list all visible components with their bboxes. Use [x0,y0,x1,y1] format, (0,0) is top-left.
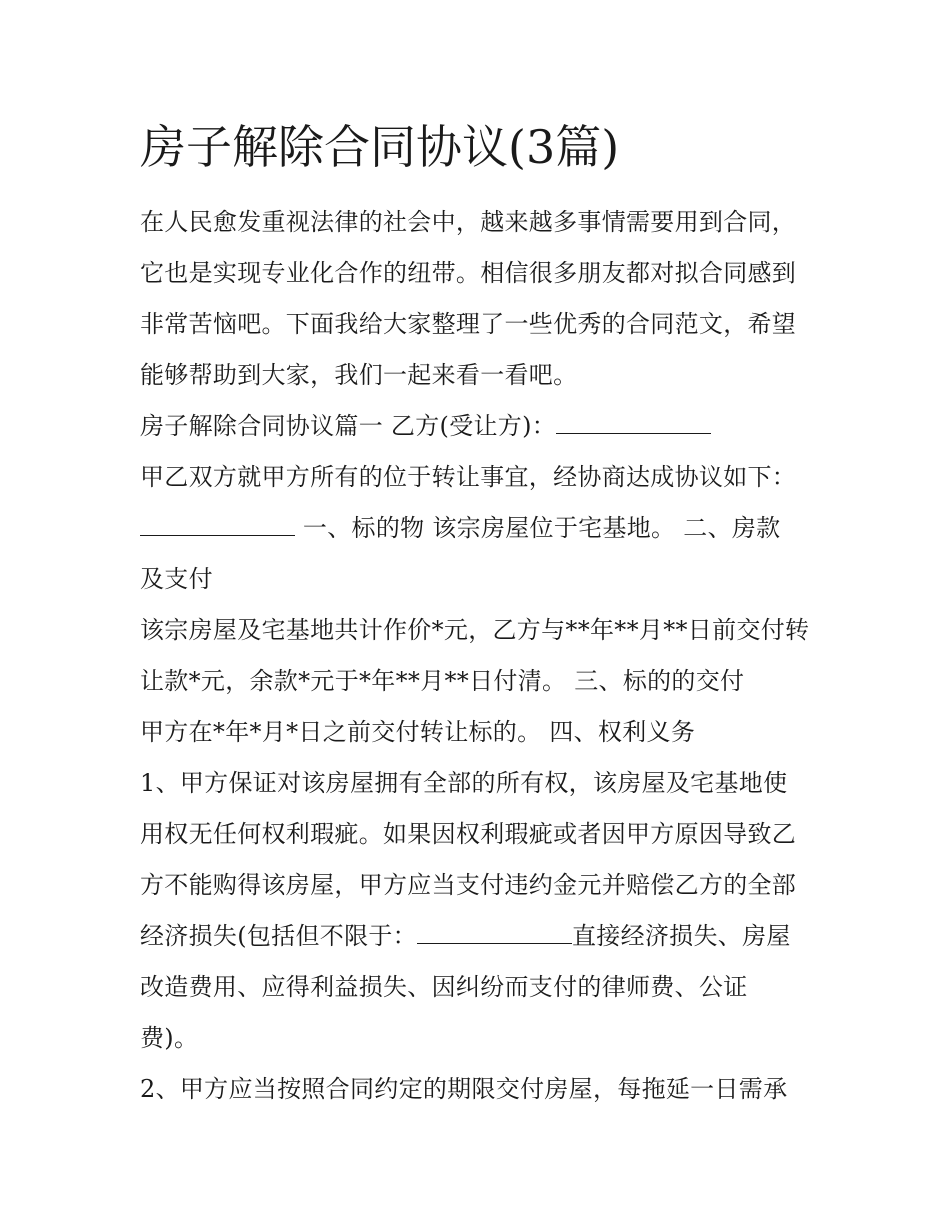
paragraph-line: 能够帮助到大家，我们一起来看一看吧。 [140,361,578,389]
paragraph-line [140,918,791,954]
paragraph-line: 非常苦恼吧。下面我给大家整理了一些优秀的合同范文，希望 [140,310,797,338]
fill-in-blank [417,921,572,944]
document-title: 房子解除合同协议(3篇) [140,120,620,174]
line-text: 直接经济损失、房屋 [571,922,791,950]
paragraph-line [140,408,711,444]
paragraph-line: 它也是实现专业化合作的纽带。相信很多朋友都对拟合同感到 [140,259,797,287]
paragraph-line: 用权无任何权利瑕疵。如果因权利瑕疵或者因甲方原因导致乙 [140,820,797,848]
paragraph-line: 2、甲方应当按照合同约定的期限交付房屋，每拖延一日需承 [140,1075,788,1103]
paragraph-line: 让款*元，余款*元于*年**月**日付清。 三、标的的交付 [140,667,745,695]
paragraph-line: 1、甲方保证对该房屋拥有全部的所有权，该房屋及宅基地使 [140,769,788,797]
section-heading-text: 房子解除合同协议篇一 乙方(受让方)： [140,412,557,440]
paragraph-line: 该宗房屋及宅基地共计作价*元，乙方与**年**月**日前交付转 [140,616,810,644]
paragraph-line [140,510,781,546]
paragraph-line: 甲乙双方就甲方所有的位于转让事宜，经协商达成协议如下： [140,463,797,491]
paragraph-line: 方不能购得该房屋，甲方应当支付违约金元并赔偿乙方的全部 [140,871,797,899]
paragraph-line: 费)。 [140,1024,199,1052]
fill-in-blank [556,411,711,434]
fill-in-blank [140,513,295,536]
paragraph-line: 在人民愈发重视法律的社会中，越来越多事情需要用到合同， [140,208,797,236]
line-text: 一、标的物 该宗房屋位于宅基地。 二、房款 [295,514,781,542]
line-text: 经济损失(包括但不限于： [140,922,417,950]
paragraph-line: 改造费用、应得利益损失、因纠纷而支付的律师费、公证 [140,973,748,1001]
paragraph-line: 甲方在*年*月*日之前交付转让标的。 四、权利义务 [140,718,696,746]
paragraph-line: 及支付 [140,565,213,593]
